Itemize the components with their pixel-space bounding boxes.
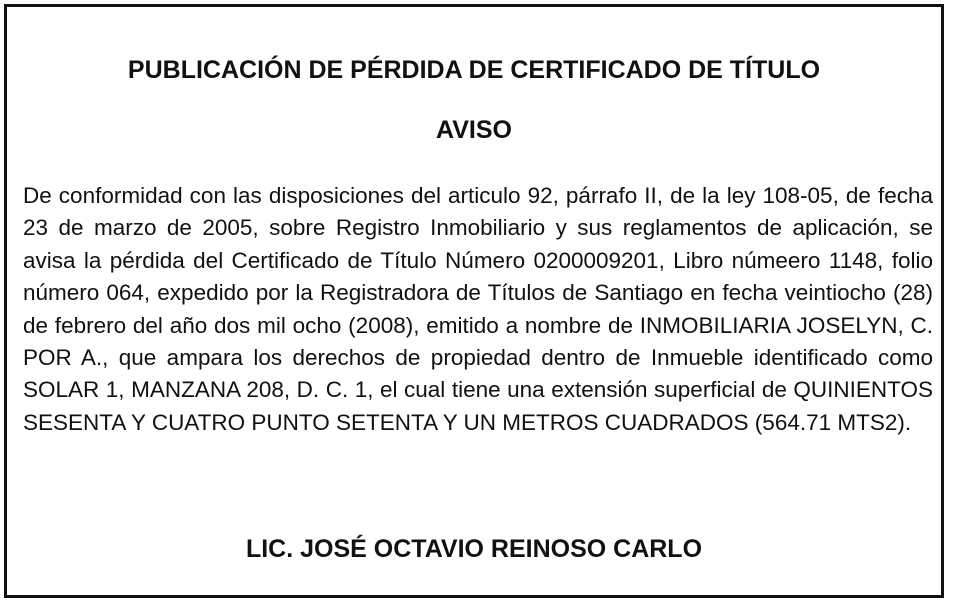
notice-body: De conformidad con las disposiciones del articulo 92, párrafo II, de la ley 108-05, de fecha 23 de marzo de 2005, sobre Registro Inmobiliario y sus reglamentos de aplicación, se avisa la pérdida del Certificado de Título Número 0200009201, Libro númeero 1148, folio número 064, expedido por la Registradora de Títulos de Santiago en fecha veintiocho (28) de febrero del año dos mil ocho (2008), emitido a nombre de INMOBILIARIA JOSELYN, C. POR A., que ampara los derechos de propiedad dentro de Inmueble identificado como SOLAR 1, MANZANA 208, D. C. 1, el cual tiene una extensión superficial de QUINIENTOS SESENTA Y CUATRO PUNTO SETENTA Y UN METROS CUADRADOS (564.71 MTS2). [23, 183, 933, 435]
notice-subtitle: AVISO [436, 116, 512, 144]
notice-frame [4, 4, 944, 598]
notice-signature: LIC. JOSÉ OCTAVIO REINOSO CARLO [245, 535, 703, 563]
notice-title: PUBLICACIÓN DE PÉRDIDA DE CERTIFICADO DE TÍTULO [127, 56, 821, 84]
